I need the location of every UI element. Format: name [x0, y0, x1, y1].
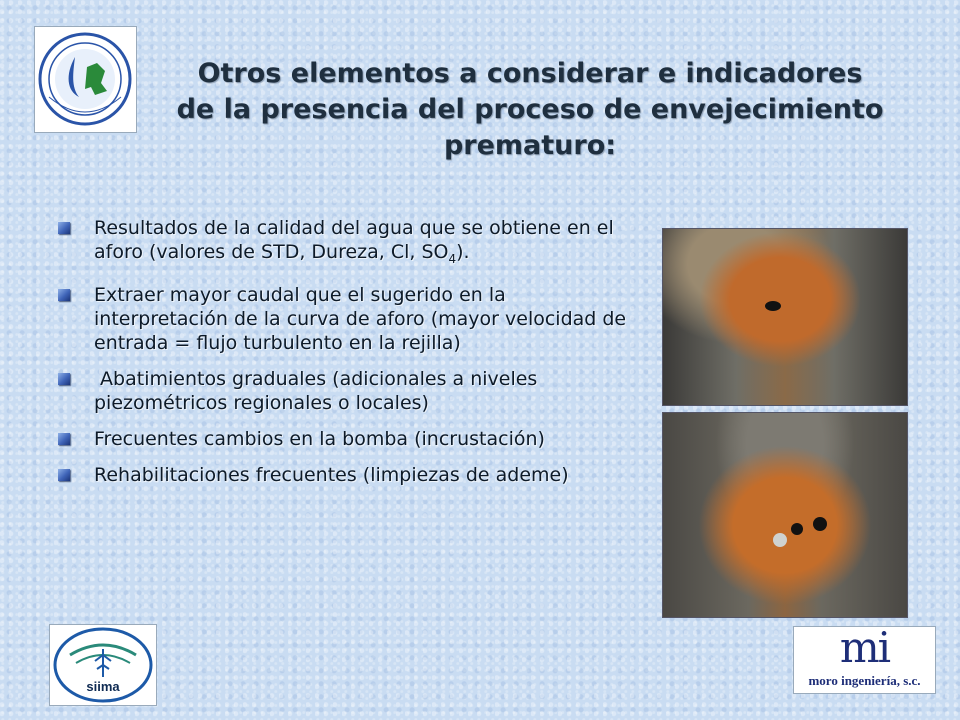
- square-bullet-icon: [58, 222, 70, 234]
- corrosion-hole: [791, 523, 803, 535]
- moro-logo-mark: mi: [839, 623, 890, 672]
- bullet-text: Rehabilitaciones frecuentes (limpiezas de ademe): [94, 463, 569, 486]
- seal-emblem-icon: [35, 27, 136, 132]
- corrosion-hole: [765, 301, 781, 311]
- moro-ingenieria-logo: [793, 623, 936, 694]
- square-bullet-icon: [58, 289, 70, 301]
- bullet-tail: ).: [456, 241, 470, 263]
- square-bullet-icon: [58, 469, 70, 481]
- moro-logo-name: moro ingeniería, s.c.: [808, 673, 921, 688]
- corroded-pipe-photo-top: [662, 228, 908, 406]
- bullet-text: Resultados de la calidad del agua que se obtiene en el aforo (valores de STD, Dureza, Cl, SO: [94, 217, 614, 263]
- corrosion-hole: [813, 517, 827, 531]
- bullet-text: Abatimientos graduales (adicionales a niveles piezométricos regionales o locales): [94, 367, 544, 414]
- bolt-head: [773, 533, 787, 547]
- square-bullet-icon: [58, 373, 70, 385]
- bullet-text: Frecuentes cambios en la bomba (incrustación): [94, 427, 545, 450]
- square-bullet-icon: [58, 433, 70, 445]
- list-item: [58, 216, 638, 271]
- bullet-text: Extraer mayor caudal que el sugerido en la interpretación de la curva de aforo (mayor velocidad de entrada = flujo turbulento en la rejilla): [94, 283, 627, 354]
- list-item: [58, 283, 638, 355]
- subscript: 4: [448, 251, 457, 266]
- siima-logo-text: siima: [86, 679, 120, 694]
- bullet-list: [58, 216, 638, 499]
- list-item: [58, 427, 638, 451]
- siima-logo: [49, 624, 157, 706]
- list-item: [58, 463, 638, 487]
- corroded-pipe-photo-bottom: [662, 412, 908, 618]
- slide-title: Otros elementos a considerar e indicadores de la presencia del proceso de envejecimiento prematuro:: [176, 58, 884, 161]
- list-item: [58, 367, 638, 415]
- association-seal-logo: [34, 26, 137, 133]
